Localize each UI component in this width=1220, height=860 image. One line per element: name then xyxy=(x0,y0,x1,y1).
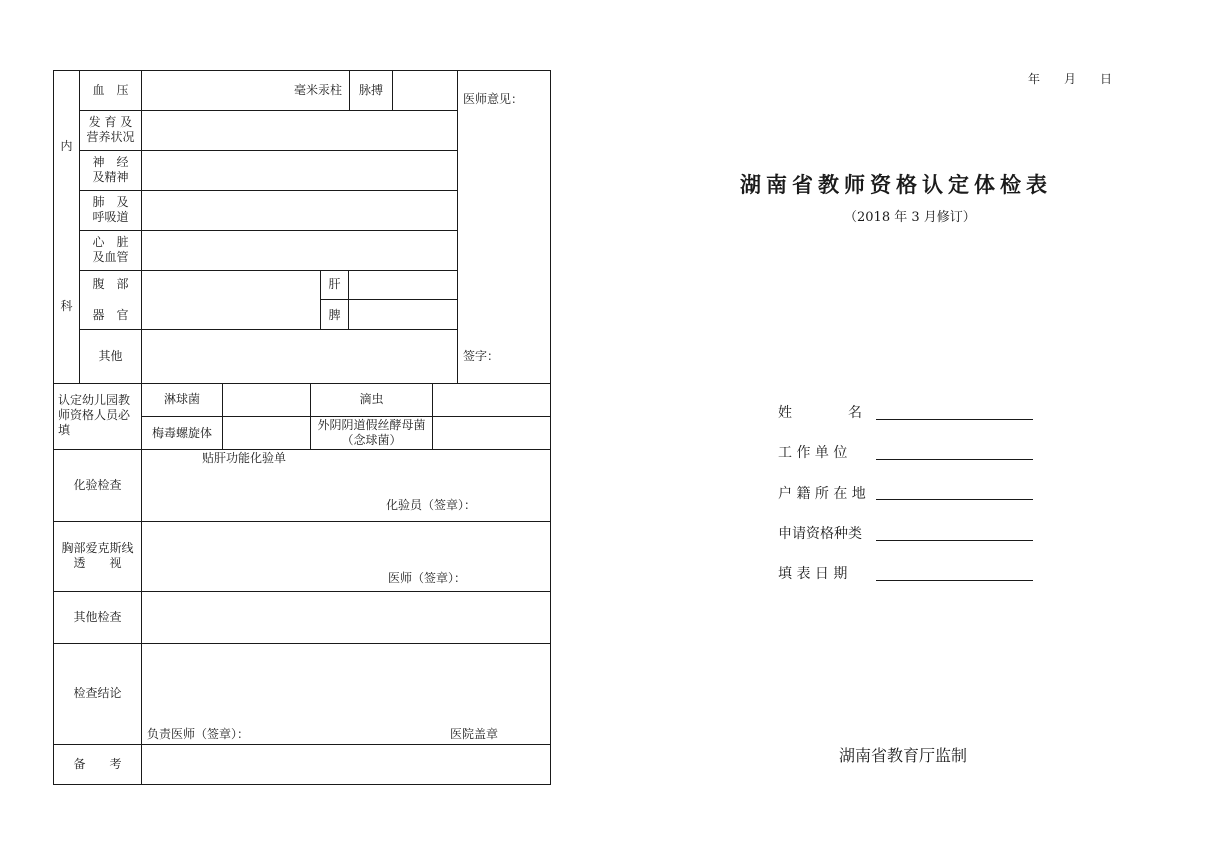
pulse-label: 脉搏 xyxy=(358,83,383,97)
field-fill-date-line[interactable] xyxy=(876,580,1033,581)
cover-title: 湖南省教师资格认定体检表 xyxy=(740,172,1052,197)
field-workplace-line[interactable] xyxy=(876,459,1033,460)
field-name-label: 姓 名 xyxy=(778,405,862,421)
spleen-label: 脾 xyxy=(328,308,341,322)
field-fill-date-label: 填 表 日 期 xyxy=(778,566,848,582)
kindergarten-required-label: 认定幼儿园教师资格人员必填 xyxy=(58,393,131,437)
gonococcus-label: 淋球菌 xyxy=(163,392,200,406)
conclusion-label: 检查结论 xyxy=(73,686,122,700)
liver-label: 肝 xyxy=(328,277,341,291)
field-workplace-label: 工 作 单 位 xyxy=(778,445,848,461)
abdomen-label-2: 器 官 xyxy=(92,308,129,322)
chest-xray-label: 胸部爱克斯线 透 视 xyxy=(61,541,134,570)
hospital-seal-label: 医院盖章 xyxy=(450,727,499,741)
field-qualification-line[interactable] xyxy=(876,540,1033,541)
other-label: 其他 xyxy=(98,349,123,363)
section-internal-medicine-char-2: 科 xyxy=(60,299,73,313)
heart-label: 心 脏 及血管 xyxy=(92,235,129,264)
blood-pressure-unit: 毫米汞柱 xyxy=(294,83,343,97)
doctor-opinion-label: 医师意见： xyxy=(463,92,524,106)
nerve-label: 神 经 及精神 xyxy=(92,155,129,184)
trichomonas-label: 滴虫 xyxy=(359,392,384,406)
cover-issuer: 湖南省教育厅监制 xyxy=(839,746,968,765)
responsible-doctor-sign: 负责医师（签章）： xyxy=(147,727,250,741)
lab-exam-label: 化验检查 xyxy=(73,478,122,492)
abdomen-label-1: 腹 部 xyxy=(92,277,129,291)
xray-doctor-sign: 医师（签章）： xyxy=(388,571,467,585)
cover-subtitle: （2018 年 3 月修订） xyxy=(844,210,976,225)
signature-label: 签字： xyxy=(463,349,500,363)
cover-date: 年 月 日 xyxy=(1028,72,1113,86)
remarks-label: 备 考 xyxy=(73,757,122,771)
field-household-line[interactable] xyxy=(876,499,1033,500)
field-name-line[interactable] xyxy=(876,419,1033,420)
candida-label: 外阴阴道假丝酵母菌 （念球菌） xyxy=(317,418,426,447)
other-exam-label: 其他检查 xyxy=(73,610,122,624)
lung-label: 肺 及 呼吸道 xyxy=(92,195,129,224)
section-internal-medicine-char-1: 内 xyxy=(60,139,73,153)
field-household-label: 户 籍 所 在 地 xyxy=(778,486,866,502)
lab-technician-sign: 化验员（签章）： xyxy=(386,498,477,512)
development-label: 发 育 及 营养状况 xyxy=(86,115,135,144)
field-qualification-label: 申请资格种类 xyxy=(778,526,862,542)
lab-note: 贴肝功能化验单 xyxy=(202,451,287,465)
syphilis-label: 梅毒螺旋体 xyxy=(151,426,212,440)
blood-pressure-label: 血 压 xyxy=(92,83,129,97)
